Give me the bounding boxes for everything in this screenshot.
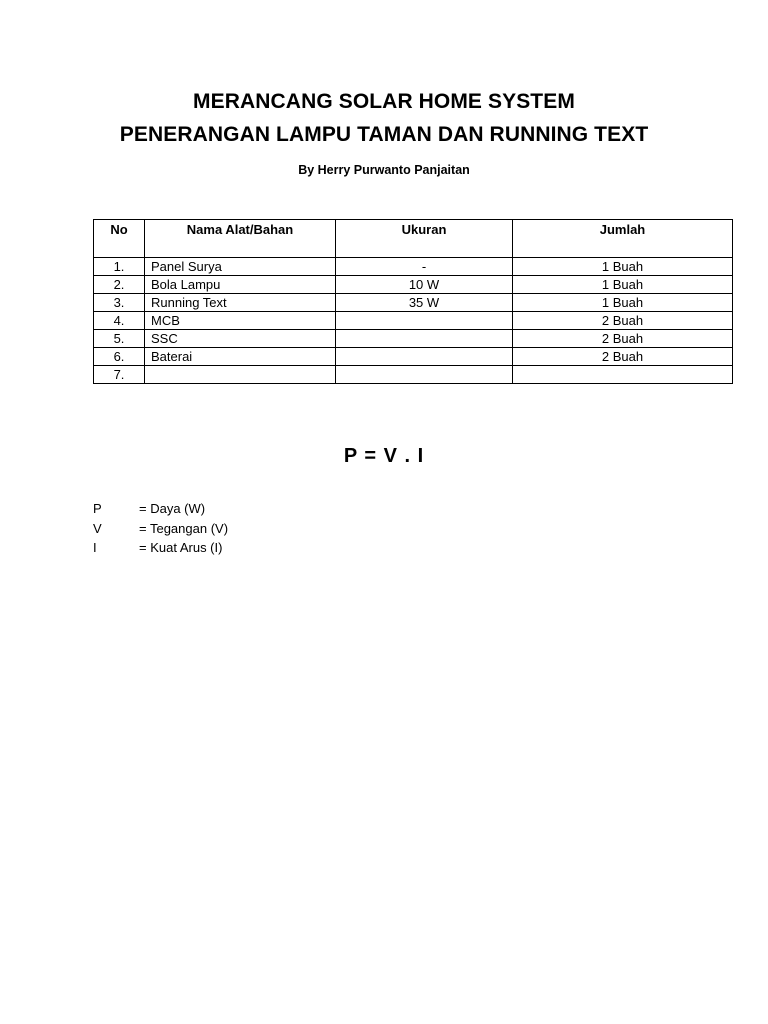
cell-no: 3. <box>94 294 145 312</box>
materials-table <box>93 219 733 384</box>
cell-name: SSC <box>145 330 336 348</box>
cell-name: Baterai <box>145 348 336 366</box>
cell-no: 6. <box>94 348 145 366</box>
cell-qty: 2 Buah <box>513 330 733 348</box>
cell-size: 10 W <box>336 276 513 294</box>
cell-size <box>336 366 513 384</box>
document-author: By Herry Purwanto Panjaitan <box>298 163 470 177</box>
cell-qty: 1 Buah <box>513 276 733 294</box>
legend-row <box>93 538 228 558</box>
table-row <box>94 294 733 312</box>
table-row <box>94 366 733 384</box>
header-no: No <box>94 220 145 258</box>
table-header-row <box>94 220 733 258</box>
cell-size <box>336 330 513 348</box>
cell-size: - <box>336 258 513 276</box>
legend-symbol: P <box>93 501 102 516</box>
table-row <box>94 330 733 348</box>
cell-name <box>145 366 336 384</box>
legend-definition: = Tegangan (V) <box>139 520 229 536</box>
table-row <box>94 258 733 276</box>
table-row <box>94 312 733 330</box>
header-name: Nama Alat/Bahan <box>145 220 336 258</box>
cell-no: 2. <box>94 276 145 294</box>
table-row <box>94 348 733 366</box>
cell-qty: 1 Buah <box>513 258 733 276</box>
header-qty: Jumlah <box>513 220 733 258</box>
cell-no: 4. <box>94 312 145 330</box>
table-row <box>94 276 733 294</box>
cell-no: 5. <box>94 330 145 348</box>
legend-row <box>93 519 228 539</box>
cell-size <box>336 312 513 330</box>
header-size: Ukuran <box>336 220 513 258</box>
legend-definition: = Kuat Arus (I) <box>139 540 223 555</box>
legend-definition: = Daya (W) <box>139 501 206 516</box>
cell-name: Panel Surya <box>145 258 336 276</box>
legend-symbol: I <box>93 540 97 555</box>
legend-row <box>93 499 228 519</box>
cell-name: Running Text <box>145 294 336 312</box>
cell-qty: 2 Buah <box>513 312 733 330</box>
cell-size: 35 W <box>336 294 513 312</box>
cell-qty: 1 Buah <box>513 294 733 312</box>
cell-qty: 2 Buah <box>513 348 733 366</box>
legend-symbol: V <box>93 520 102 536</box>
cell-no: 7. <box>94 366 145 384</box>
cell-name: MCB <box>145 312 336 330</box>
cell-name: Bola Lampu <box>145 276 336 294</box>
cell-no: 1. <box>94 258 145 276</box>
document-title-line-2: PENERANGAN LAMPU TAMAN DAN RUNNING TEXT <box>119 123 649 146</box>
document-title-line-1: MERANCANG SOLAR HOME SYSTEM <box>193 90 575 113</box>
cell-size <box>336 348 513 366</box>
cell-qty <box>513 366 733 384</box>
power-formula: P = V . I <box>343 445 425 467</box>
formula-legend <box>93 499 228 558</box>
